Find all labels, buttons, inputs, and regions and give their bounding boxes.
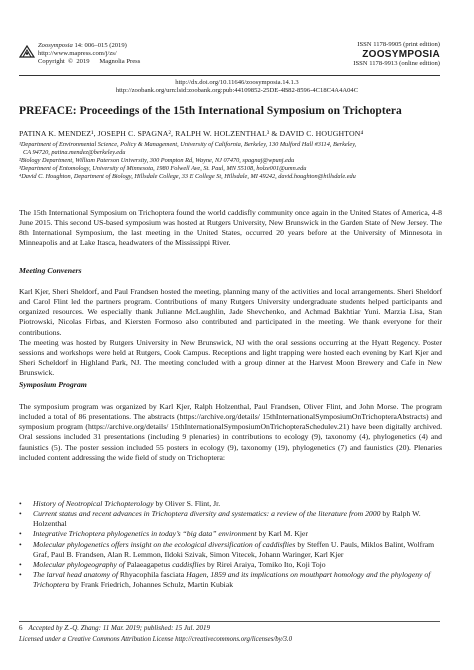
section-heading-program: Symposium Program — [19, 380, 87, 389]
magnolia-press-logo-icon — [19, 44, 35, 58]
plenary-title-cont: caddisflies — [170, 559, 206, 569]
list-item — [19, 509, 442, 529]
intro-paragraph: The 15th International Symposium on Trichoptera found the world caddisfly community once again in the United States of America, 4-8 June 2015. This second US-based symposium was hosted at Rutgers University, New Brunswick in the Garden State of New Jersey. The 8th International Symposium, the last meeting in the United States, occurred 20 years before at the University of Minnesota in Minneapolis and at Lake Itasca, headwaters of the Mississippi River. — [19, 208, 442, 248]
plenary-authors: by Ralph W. Holzenthal — [33, 509, 421, 529]
plenary-authors: by Frank Friedrich, Johannes Schulz, Martin Kubiak — [69, 580, 234, 590]
plenary-authors: by Rirei Araiya, Tomiko Ito, Koji Tojo — [205, 559, 326, 569]
list-item — [19, 560, 442, 570]
list-item — [19, 540, 442, 560]
affiliation-2: ²Biology Department, William Paterson University, 300 Pompton Rd, Wayne, NJ 07470, spagnaj@wpunj.edu — [19, 156, 295, 164]
plenary-title: History of Neotropical Trichopterology — [33, 499, 154, 508]
header-divider — [19, 75, 440, 76]
affiliation-1: ¹Department of Environmental Science, Policy & Management, University of California, Berkeley, 130 Mulford Hall #3114, Berkeley, — [19, 141, 357, 148]
list-item — [19, 499, 442, 509]
plenary-title: Current status and recent advances in Trichoptera diversity and systematics: a review of the literature from 2000 — [33, 509, 381, 519]
footer-divider — [19, 621, 440, 622]
plenary-list — [19, 499, 442, 590]
page-number: 6 — [19, 624, 23, 632]
affiliation-1-cont: CA 94720, patina.mendez@berkeley.edu — [23, 148, 126, 156]
journal-website[interactable]: http://www.mapress.com/j/zs/ — [38, 50, 117, 58]
doi-block — [0, 79, 474, 95]
footer-line — [19, 624, 210, 632]
license-line[interactable]: Licensed under a Creative Commons Attribution License http://creativecommons.org/licenses/by/3.0 — [19, 636, 293, 643]
plenary-title: Molecular phylogenetics offers insight on the ecological diversification of caddisflies — [33, 539, 296, 549]
program-paragraph: The symposium program was organized by Karl Kjer, Ralph Holzenthal, Paul Frandsen, Oliver Flint, and John Morse. The program included a total of 86 presentations. The abstracts (https://archive.org/details/ 15thInternationalSymposiumOnTrichopteraAbstracts) and symposium program (https://archive.org/details/ 15thInternationalSymposiumOnTrichopteraSchedulev.21) have been digitally archived. Oral sessions included 31 presentations (including 9 plenaries) in contributions to ecology (9), taxonomy (4), phylogenetics (4) and faunistics (5). The poster session included 55 posters in ecology (9), taxonomy (19), phylogenetics (7) and faunistics (20). Plenaries included content addressing the wide field of study on Trichoptera: — [19, 402, 442, 462]
section-heading-conveners: Meeting Conveners — [19, 266, 82, 275]
accepted-info: Accepted by Z.-Q. Zhang: 11 Mar. 2019; published: 15 Jul. 2019 — [28, 624, 210, 632]
list-item — [19, 529, 442, 539]
plenary-authors: by Karl M. Kjer — [256, 529, 309, 539]
affiliations — [19, 141, 444, 181]
journal-header-right — [353, 41, 440, 68]
plenary-title: Integrative Trichoptera phylogenetics in today’s “big data” environment — [33, 529, 257, 539]
affiliation-4: ⁴David C. Houghton, Department of Biology, Hillsdale College, 33 E College St, Hillsdale, MI 49242, david.houghton@hillsdale.edu — [19, 172, 356, 180]
issn-online: ISSN 1178-9913 (online edition) — [353, 60, 440, 68]
volume-pages: 14: 006–015 (2019) — [72, 42, 127, 49]
journal-header-left — [38, 42, 140, 67]
journal-name: Zoosymposia — [38, 42, 73, 49]
list-item — [19, 570, 442, 590]
copyright-line: Copyright © 2019 Magnolia Press — [38, 58, 141, 66]
affiliation-3: ³Department of Entomology, University of Minnesota, 1980 Folwell Ave, St. Paul, MN 55108, holze001@umn.edu — [19, 164, 307, 172]
lsid-link[interactable]: http://zoobank.org/urn:lsid:zoobank.org:pub:44109852-25DE-4B82-8596-4C18C4A4A04C — [115, 87, 359, 95]
article-title: PREFACE: Proceedings of the 15th International Symposium on Trichoptera — [19, 105, 402, 117]
plenary-authors: by Oliver S. Flint, Jr. — [153, 499, 221, 508]
plenary-authors: by Steffen U. Pauls, Miklos Balint, Wolfram Graf, Paul B. Frandsen, Alan R. Lemmon, Ildoki Szivak, Simon Vitecek, Johann Waringer, Karl Kjer — [33, 539, 435, 559]
conveners-paragraph-2: The meeting was hosted by Rutgers University in New Brunswick, NJ with the oral sessions occurring at the Hyatt Regency. Poster sessions and workshops were held at Rutgers, Cook Campus. Receptions and light trapping were hosted each evening by Karl Kjer and Sheri Scheldorf in Highland Park, NJ. The meeting concluded with a group dinner at the Harvest Moon Brewery and Cafe in New Brunswick. — [19, 338, 442, 378]
author-list: PATINA K. MENDEZ¹, JOSEPH C. SPAGNA², RALPH W. HOLZENTHAL³ & DAVID C. HOUGHTON⁴ — [19, 129, 364, 138]
plenary-title: Molecular phylogeography of — [33, 559, 127, 569]
plenary-title: The larval head anatomy of — [33, 570, 120, 580]
journal-brand: ZOOSYMPOSIA — [362, 49, 440, 61]
doi-link[interactable]: http://dx.doi.org/10.11646/zoosymposia.14.1.3 — [175, 79, 299, 86]
conveners-paragraph-1: Karl Kjer, Sheri Sheldorf, and Paul Frandsen hosted the meeting, planning many of the activities and local arrangements. Sheri Sheldorf and Carol Flint led the partners program. Contributions of many Rutgers University undergraduate students helped participants and organized resources. We especially thank Julianne McLaughlin, Jade Shevchenko, and Achmad Bakhtiar Yuni. Marzia Lisa, Stan Piotrowski, Nicolas Firbas, and Kiersten Formoso also contributed and participated in the meeting. We thank everyone for their contributions. — [19, 287, 442, 337]
plenary-title-cont: Hagen, 1859 and its implications on mouthpart homology and the phylogeny of Trichoptera — [33, 570, 431, 590]
issn-print: ISSN 1178-9905 (print edition) — [357, 41, 440, 48]
plenary-taxon: Palaeagapetus — [126, 559, 171, 569]
plenary-taxon: Rhyacophila fasciata — [119, 570, 185, 580]
